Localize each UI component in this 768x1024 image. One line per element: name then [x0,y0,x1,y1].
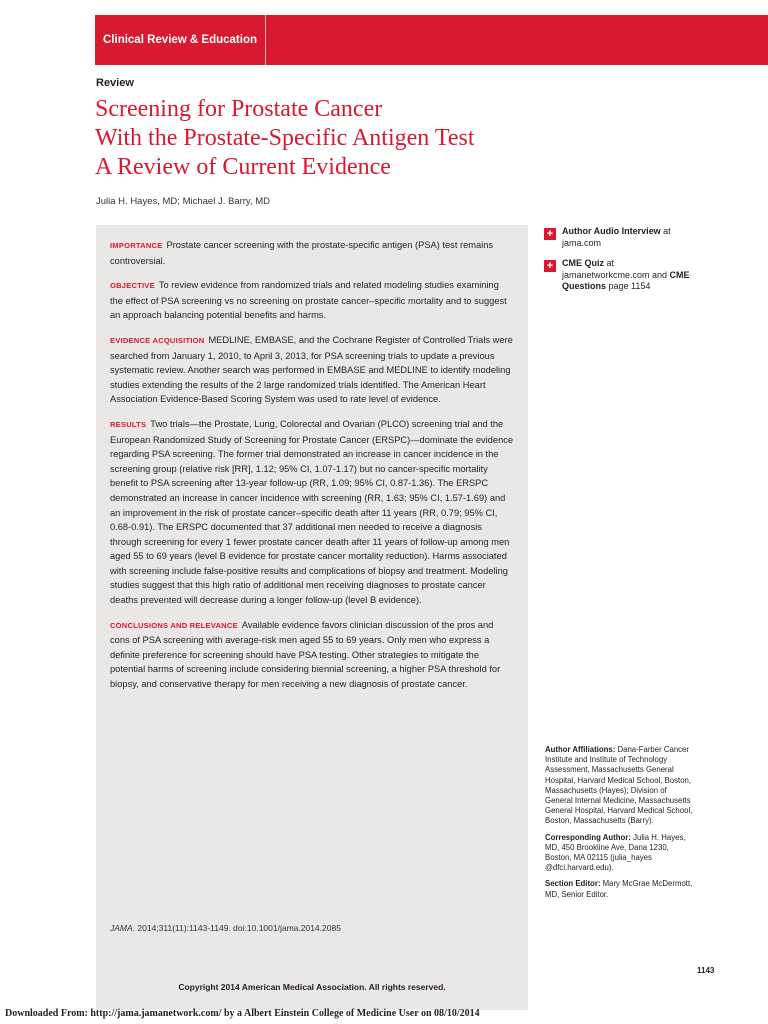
audio-interview-link[interactable] [544,226,704,249]
citation-details: . 2014;311(11):1143-1149. doi:10.1001/jama.2014.2085 [132,923,341,933]
abstract-box [96,225,528,1010]
results-text: Two trials—the Prostate, Lung, Colorectal and Ovarian (PLCO) screening trial and the European Randomized Study of Screening for Prostate Cancer (ERSPC)—dominate the evidence regarding PSA screening. The former trial demonstrated an increase in cancer incidence in the screening group (relative risk [RR], 1.12; 95% CI, 1.07-1.17) but no cancer-specific mortality benefit to PSA screening after 13-year follow-up (RR, 1.09; 95% CI, 0.87-1.36). The ERSPC demonstrated an increase in cancer incidence with screening (RR, 1.63; 95% CI, 1.57-1.69) and an improvement in the risk of prostate cancer–specific death after 11 years (RR, 0.79; 95% CI, 0.68-0.91). The ERSPC documented that 37 additional men needed to receive a diagnosis through screening for every 1 fewer prostate cancer death after 11 years of follow-up among men aged 55 to 69 years (level B evidence for prostate cancer mortality reduction). Harms associated with screening include false-positive results and complications of biopsy and treatment. Modeling studies suggest that this high ratio of additional men receiving diagnoses to prostate cancer deaths prevented will decrease during a longer follow-up (level B evidence). [110,418,514,606]
corresponding-text: Julia H. Hayes, MD, 450 Brookline Ave, Dana 1230, Boston, MA 02115 (julia_hayes @dfci.harvard.edu). [545,832,686,873]
abstract-objective [110,278,514,323]
section-editor [545,879,695,899]
author-affiliations [545,745,695,827]
section-editor-text: Mary McGrae McDermott, MD, Senior Editor. [545,879,693,899]
abstract-conclusions [110,618,514,692]
cme-quiz-label: CME Quiz [562,258,604,268]
cme-questions-page: page 1154 [606,281,651,291]
copyright-notice: Copyright 2014 American Medical Association. All rights reserved. [178,982,446,992]
title-line-2: With the Prostate-Specific Antigen Test [95,125,475,151]
cme-quiz-location: at jamanetworkcme.com and [562,258,670,280]
conclusions-heading: CONCLUSIONS AND RELEVANCE [110,620,238,630]
header-bar [95,15,768,65]
cme-quiz-link[interactable] [544,258,704,293]
conclusions-text: Available evidence favors clinician discussion of the pros and cons of PSA screening with average-risk men aged 55 to 69 years. Only men who express a definite preference for screening should have PSA testing. Other strategies to mitigate the potential harms of screening include considering biennial screening, a higher PSA threshold for biopsy, and conservative therapy for men receiving a new diagnosis of prostate cancer. [110,619,501,690]
download-notice: Downloaded From: http://jama.jamanetwork.com/ by a Albert Einstein College of Medicine User on 08/10/2014 [5,1008,480,1019]
article-type: Review [96,77,134,89]
evidence-text: MEDLINE, EMBASE, and the Cochrane Register of Controlled Trials were searched from January 1, 2010, to April 3, 2013, for PSA screening trials to update a previous systematic review. Another search was performed in EMBASE and MEDLINE to identify modeling studies extending the results of the 2 large randomized trials identified. The American Heart Association Evidence-Based Scoring System was used to rate level of evidence. [110,334,513,405]
plus-icon: + [544,260,556,272]
affiliations-text: Dana-Farber Cancer Institute and Institute of Technology Assessment, Massachusetts General Hospital, Harvard Medical School, Boston, Massachusetts (Hayes); Division of General Internal Medicine, Massachusetts General Hospital, Harvard Medical School, Boston, Massachusetts (Barry). [545,745,693,826]
author-list: Julia H. Hayes, MD; Michael J. Barry, MD [96,196,271,207]
objective-text: To review evidence from randomized trials and related modeling studies examining the effect of PSA screening vs no screening on prostate cancer–specific mortality and to suggest an approach balancing potential benefits and harms. [110,280,507,321]
importance-heading: IMPORTANCE [110,241,163,250]
abstract-importance [110,238,514,268]
abstract-evidence [110,333,514,407]
affiliations-heading: Author Affiliations: [545,745,616,754]
plus-icon: + [544,228,556,240]
sidebar-links [544,226,704,302]
cme-questions-label: CME Questions [562,269,690,291]
audio-interview-label: Author Audio Interview [562,226,661,236]
article-title [95,95,595,182]
abstract-results [110,417,514,608]
importance-text: Prostate cancer screening with the prostate-specific antigen (PSA) test remains controversial. [110,240,494,266]
page-number: 1143 [697,966,715,975]
section-label[interactable]: Clinical Review & Education [95,15,266,65]
corresponding-author [545,833,695,874]
section-editor-heading: Section Editor: [545,879,601,889]
audio-interview-location: at jama.com [562,226,671,248]
corresponding-heading: Corresponding Author: [545,832,631,842]
citation-journal: JAMA [110,923,133,933]
article-subtitle: A Review of Current Evidence [95,154,391,180]
author-info [545,745,695,906]
objective-heading: OBJECTIVE [110,281,155,291]
evidence-heading: EVIDENCE ACQUISITION [110,335,205,345]
citation [110,923,341,933]
title-line-1: Screening for Prostate Cancer [95,96,383,122]
results-heading: RESULTS [110,419,147,429]
